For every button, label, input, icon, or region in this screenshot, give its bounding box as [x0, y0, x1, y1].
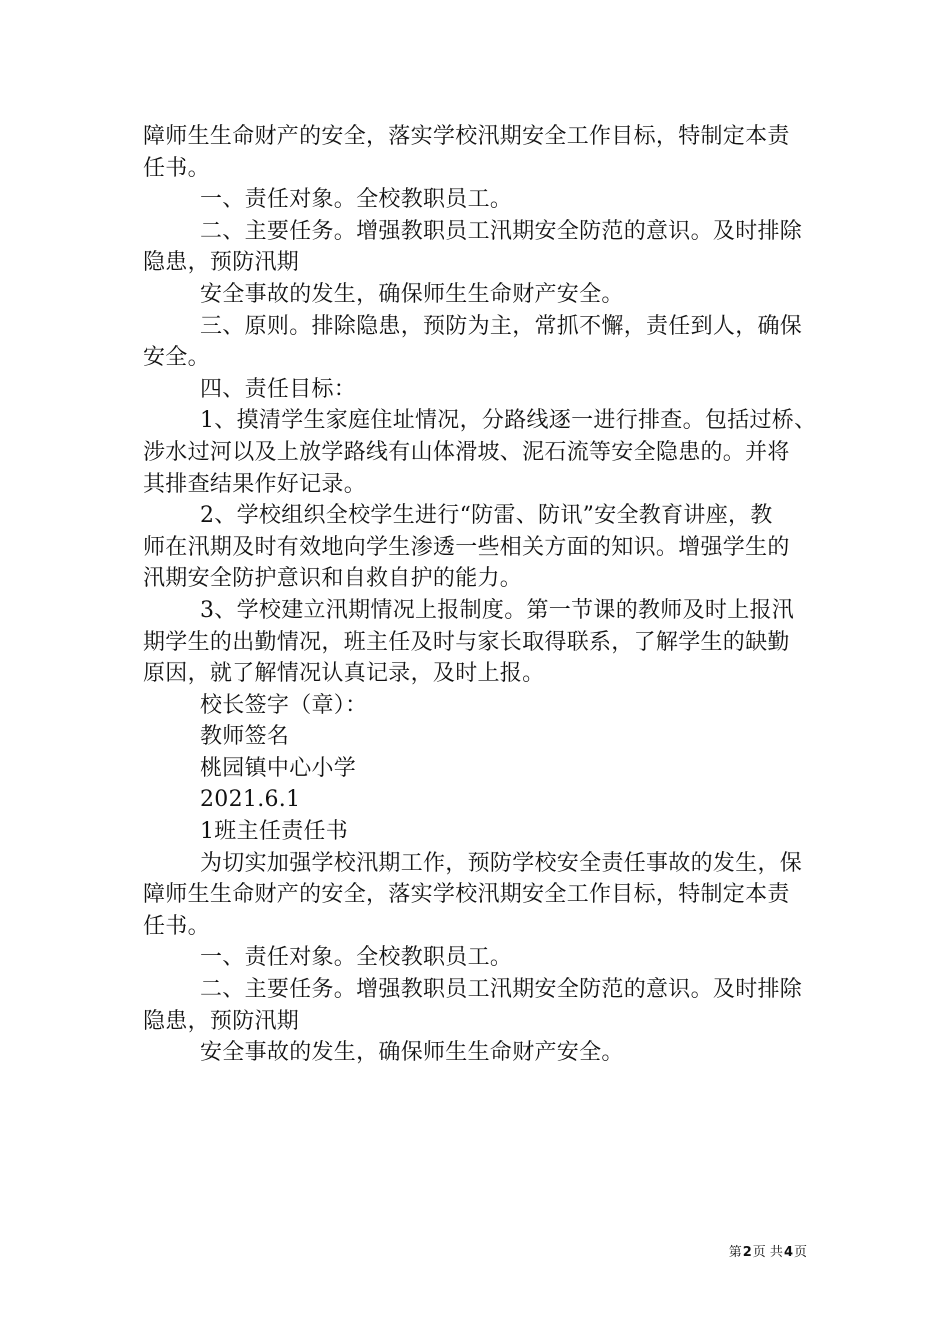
text-line: 安全事故的发生，确保师生生命财产安全。 — [200, 281, 624, 307]
text-line: 安全。 — [143, 345, 210, 371]
text-line: 汛期安全防护意识和自救自护的能力。 — [143, 566, 523, 592]
text-line: 隐患，预防汛期 — [143, 1008, 300, 1034]
text-line: 桃园镇中心小学 — [200, 755, 357, 781]
text-line: 校长签字（章）： — [200, 692, 368, 718]
text-line: 三、原则。排除隐患，预防为主，常抓不懈，责任到人，确保 — [200, 313, 803, 339]
footer-prefix: 第 — [728, 1245, 742, 1260]
text-line: 1、摸清学生家庭住址情况，分路线逐一进行排查。包括过桥、 — [200, 408, 817, 434]
text-line: 任书。 — [143, 155, 210, 181]
text-line: 安全事故的发生，确保师生生命财产安全。 — [200, 1040, 624, 1066]
text-line: 一、责任对象。全校教职员工。 — [200, 945, 513, 971]
text-line: 2、学校组织全校学生进行“防雷、防讯”安全教育讲座，教 — [200, 503, 773, 529]
text-line: 障师生生命财产的安全，落实学校汛期安全工作目标，特制定本责 — [143, 124, 790, 149]
text-line: 师在汛期及时有效地向学生渗透一些相关方面的知识。增强学生的 — [143, 534, 790, 560]
text-line: 任书。 — [143, 913, 210, 939]
text-line: 涉水过河以及上放学路线有山体滑坡、泥石流等安全隐患的。并将 — [143, 439, 790, 465]
footer-middle: 页 共 — [752, 1245, 783, 1260]
page-footer — [729, 1244, 807, 1262]
text-line: 二、主要任务。增强教职员工汛期安全防范的意识。及时排除 — [200, 977, 803, 1003]
text-line: 原因，就了解情况认真记录，及时上报。 — [143, 661, 545, 687]
document-body — [143, 121, 817, 1069]
text-line: 二、主要任务。增强教职员工汛期安全防范的意识。及时排除 — [200, 218, 803, 244]
text-line: 隐患，预防汛期 — [143, 250, 300, 276]
text-line: 为切实加强学校汛期工作，预防学校安全责任事故的发生，保 — [200, 850, 803, 876]
text-line: 其排查结果作好记录。 — [143, 471, 367, 497]
footer-suffix: 页 — [793, 1245, 807, 1260]
text-line: 1班主任责任书 — [200, 819, 349, 845]
text-line: 四、责任目标： — [200, 376, 357, 402]
text-line: 一、责任对象。全校教职员工。 — [200, 187, 513, 213]
text-line: 2021.6.1 — [200, 787, 301, 813]
text-line: 3、学校建立汛期情况上报制度。第一节课的教师及时上报汛 — [200, 597, 795, 623]
text-line: 教师签名 — [200, 724, 290, 750]
total-page-number: 4 — [783, 1245, 793, 1260]
text-line: 障师生生命财产的安全，落实学校汛期安全工作目标，特制定本责 — [143, 882, 790, 908]
text-line: 期学生的出勤情况，班主任及时与家长取得联系，了解学生的缺勤 — [143, 629, 790, 655]
current-page-number: 2 — [742, 1245, 752, 1260]
